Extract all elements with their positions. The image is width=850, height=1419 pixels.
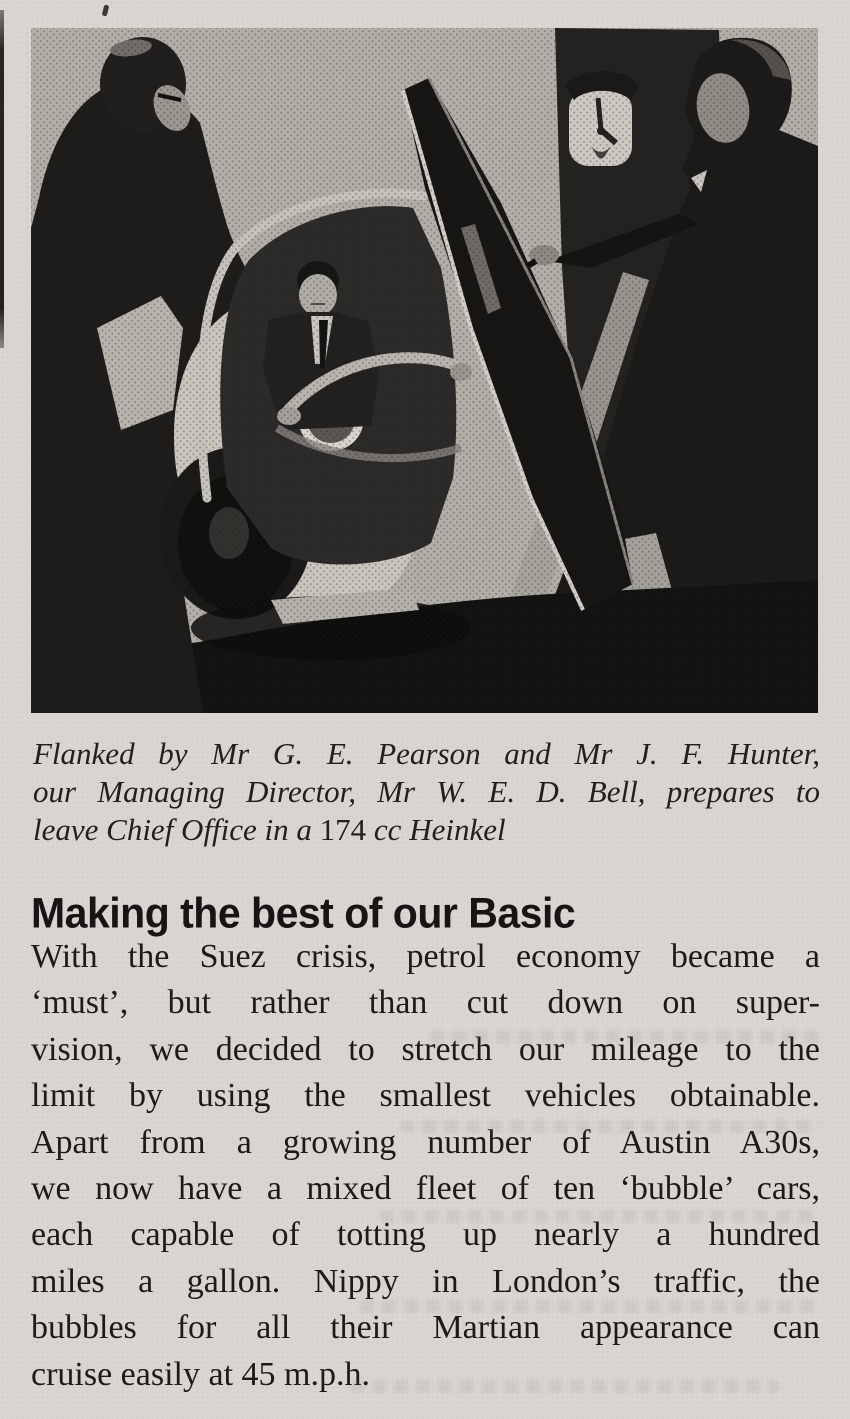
body-line: cruise easily at 45 m.p.h. (31, 1355, 370, 1393)
article-heading: Making the best of our Basic (31, 889, 576, 937)
body-line: we now have a mixed fleet of ten ‘bubble’ cars, (31, 1170, 820, 1208)
body-line: bubbles for all their Martian appearance can (31, 1309, 820, 1347)
caption-line: our Managing Director, Mr W. E. D. Bell, prepares to (33, 774, 820, 809)
halftone-texture (31, 28, 818, 713)
engine-capacity: 174 (319, 812, 367, 847)
ink-speck (102, 5, 110, 17)
body-line: each capable of totting up nearly a hundred (31, 1216, 820, 1254)
article-body (31, 934, 820, 1398)
caption-line: leave Chief Office in a 174 cc Heinkel (33, 812, 506, 847)
photo (31, 28, 818, 713)
body-line: Apart from a growing number of Austin A30s, (31, 1123, 820, 1161)
scan-edge-artifact (0, 10, 4, 348)
body-line: vision, we decided to stretch our mileage to the (31, 1030, 820, 1068)
caption-line: Flanked by Mr G. E. Pearson and Mr J. F. Hunter, (33, 736, 820, 771)
body-line: limit by using the smallest vehicles obtainable. (31, 1077, 820, 1115)
photo-caption (33, 735, 820, 849)
body-line: ‘must’, but rather than cut down on super- (31, 984, 820, 1022)
body-line: miles a gallon. Nippy in London’s traffic, the (31, 1262, 820, 1300)
body-line: With the Suez crisis, petrol economy became a (31, 938, 820, 975)
bubble-car-photo (31, 28, 818, 713)
